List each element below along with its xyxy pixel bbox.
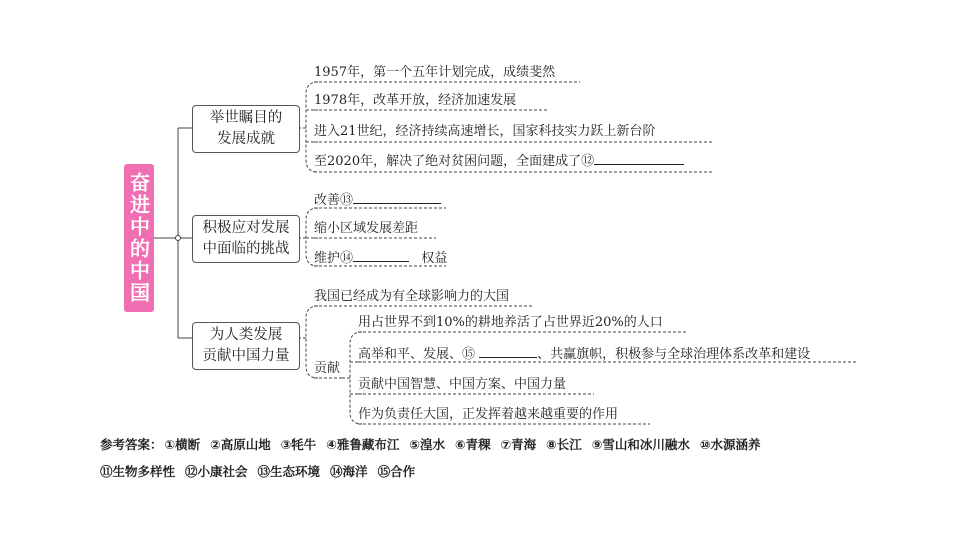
leaf-maintain bbox=[314, 249, 447, 267]
blank-14[interactable] bbox=[353, 249, 409, 262]
branch-label-line: 中面临的挑战 bbox=[202, 241, 290, 257]
leaf-peace-text-2: 、共赢旗帜，积极参与全球治理体系改革和建设 bbox=[537, 347, 811, 362]
leaf-21st-century: 进入21世纪，经济持续高速增长，国家科技实力跃上新台阶 bbox=[314, 124, 656, 139]
answer-item: ③牦牛 bbox=[280, 437, 317, 452]
answer-item: ⑮合作 bbox=[377, 464, 416, 479]
leaf-peace bbox=[358, 345, 810, 363]
branch-contribution bbox=[192, 322, 300, 370]
answer-item: ⑥青稞 bbox=[454, 437, 491, 452]
leaf-improve bbox=[314, 191, 441, 209]
blank-12[interactable] bbox=[594, 152, 684, 165]
answer-item: ⑭海洋 bbox=[330, 464, 368, 479]
sub-label-contribution: 贡献 bbox=[314, 361, 341, 376]
answers-title: 参考答案： bbox=[100, 437, 163, 452]
branch-label-line: 贡献中国力量 bbox=[202, 348, 290, 364]
leaf-maintain-suffix: 权益 bbox=[421, 251, 448, 266]
leaf-1957: 1957年，第一个五年计划完成，成绩斐然 bbox=[314, 65, 556, 80]
branch-label-line: 积极应对发展 bbox=[202, 220, 290, 236]
branch-challenges bbox=[192, 215, 300, 263]
leaf-responsible: 作为负责任大国，正发挥着越来越重要的作用 bbox=[358, 407, 619, 422]
answer-item: ⑪生物多样性 bbox=[100, 464, 176, 479]
answer-item: ④雅鲁藏布江 bbox=[326, 437, 400, 452]
branch-label-line: 举世瞩目的 bbox=[209, 110, 283, 126]
answer-item: ⑫小康社会 bbox=[185, 464, 248, 479]
branch-achievements bbox=[192, 105, 300, 153]
leaf-1978: 1978年，改革开放，经济加速发展 bbox=[314, 93, 517, 108]
answer-item: ⑧长江 bbox=[546, 437, 582, 452]
answer-item: ⑨雪山和冰川融水 bbox=[591, 437, 690, 452]
blank-15[interactable] bbox=[479, 345, 537, 358]
answer-item: ⑤湟水 bbox=[409, 437, 445, 452]
leaf-regional-gap: 缩小区域发展差距 bbox=[314, 221, 419, 236]
leaf-improve-text: 改善⑬ bbox=[314, 193, 354, 208]
leaf-wisdom: 贡献中国智慧、中国方案、中国力量 bbox=[358, 377, 567, 392]
leaf-maintain-text: 维护⑭ bbox=[314, 251, 354, 266]
answer-item: ⑩水源涵养 bbox=[699, 437, 761, 452]
answer-item: ①横断 bbox=[164, 437, 201, 452]
answer-item: ②高原山地 bbox=[210, 437, 271, 452]
leaf-2020 bbox=[314, 152, 684, 170]
root-node: 奋进中的中国 bbox=[124, 164, 154, 312]
answer-item: ⑦青海 bbox=[500, 437, 537, 452]
answers-row-2 bbox=[100, 463, 425, 481]
answer-item: ⑬生态环境 bbox=[257, 464, 321, 479]
branch-label-line: 为人类发展 bbox=[209, 327, 283, 343]
blank-13[interactable] bbox=[353, 191, 441, 204]
answers-row-1 bbox=[100, 436, 760, 454]
leaf-2020-text: 至2020年，解决了绝对贫困问题，全面建成了⑫ bbox=[314, 154, 595, 169]
leaf-peace-text: 高举和平、发展、⑮ bbox=[358, 347, 476, 362]
branch-label-line: 发展成就 bbox=[217, 131, 275, 147]
leaf-major-power: 我国已经成为有全球影响力的大国 bbox=[314, 289, 510, 304]
leaf-farmland: 用占世界不到10%的耕地养活了占世界近20%的人口 bbox=[358, 315, 663, 330]
